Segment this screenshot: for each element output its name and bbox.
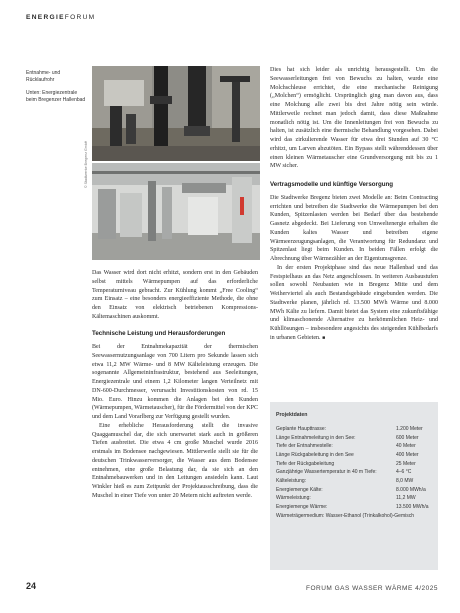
section-label-bold: ENERGIE (26, 14, 65, 21)
projektdaten-value: 400 Meter (396, 451, 419, 458)
projektdaten-label: Kälteleistung: (276, 477, 307, 484)
photo-caption-bottom: Unten: Energiezentrale beim Bregenzer Hallenbad (26, 90, 86, 103)
projektdaten-label: Energiemenge Kälte: (276, 486, 323, 493)
right-text-column (270, 66, 438, 344)
projektdaten-row (276, 452, 434, 461)
projektdaten-row (276, 435, 434, 444)
projektdaten-value: 11,2 MW (396, 495, 416, 502)
projektdaten-value: 25 Meter (396, 460, 416, 467)
projektdaten-label: Energiemenge Wärme: (276, 503, 328, 510)
projektdaten-value: 13.500 MWh/a (396, 503, 429, 510)
projektdaten-row (276, 426, 434, 435)
intro-paragraph: Das Wasser wird dort nicht erhitzt, sondern erst in den Gebäuden selbst mittels Wärmepumpen auf das erforderliche Temperaturniveau gebracht. Zur Kühlung kommt „Free Cooling“ zum Einsatz – eine besonders energieeffiziente Methode, die ohne den Einsatz von elektrisch betriebenen Kompressions-Kältemaschinen auskommt. (92, 270, 258, 320)
projektdaten-label: Länge Entnahmeleitung in den See: (276, 434, 356, 441)
paragraph-technische-leistung: Bei der Entnahmekapazität der thermischen Seewassernutzungsanlage von 700 Litern pro Sekunde lassen sich etwa 11,2 MW Wärme- und 8 MW Kälteleistung erzeugen. Die sogenannte Allgemeininfrastruktur, bestehend aus Seeleitungen, Energiezentrale und einem 1,2 Kilometer langen Verteilnetz mit DN-600-Durchmesser, verursacht Investitionskosten von rd. 15 Mio. Euro. Hinzu kommen die Anlagen bei den Kunden (Wärmepumpen, Wärmetauscher), für die Fördermittel von der KPC und dem Land Vorarlberg zur Verfügung gestellt wurden. (92, 344, 258, 420)
left-text-column (92, 269, 258, 501)
projektdaten-box (270, 402, 438, 570)
heading-technische-leistung: Technische Leistung und Herausforderungen (92, 330, 226, 338)
projektdaten-value: 8.000 MWh/a (396, 486, 426, 493)
projektdaten-value: 4–6 °C (396, 469, 412, 476)
section-label-light: FORUM (64, 14, 96, 21)
heading-vertragsmodelle: Vertragsmodelle und künftige Versorgung (270, 181, 394, 188)
projektdaten-row (276, 495, 434, 504)
publication-name: FORUM GAS WASSER WÄRME 4/2025 (305, 585, 438, 592)
projektdaten-row (276, 461, 434, 470)
paragraph-projektphase (270, 264, 438, 344)
projektdaten-row (276, 478, 434, 487)
photo-energy-centre-illustration (92, 163, 260, 260)
photo-caption-top: Entnahme- und Rücklaufrohr (26, 70, 61, 83)
projektdaten-label: Geplante Haupttrasse: (276, 426, 327, 432)
photo-intake-pipes-illustration (92, 66, 260, 161)
paragraph-projektphase-text: In der ersten Projektphase sind das neue Hallenbad und das Festspielhaus an das Netz angeschlossen. In weiteren Ausbaustufen sollen sowohl Neubauten wie in Bregenz Mitte und dem Weiherviertel als auch Bestandsgebäude eingebunden werden. Die Stadtwerke planen, jährlich rd. 13.500 MWh Wärme und 8.000 MWh Kälte zu liefern. Damit bietet das System eine zukunftsfähige und klimaschonende Alternative zu herkömmlichen Heiz- und Kühllösungen – insbesondere angesichts des steigenden Kühlbedarfs in urbanen Gebieten. (270, 264, 438, 341)
projektdaten-row (276, 487, 434, 496)
paragraph-vertragsmodelle: Die Stadtwerke Bregenz bieten zwei Modelle an: Beim Contracting errichten und betreiben die Stadtwerke die Wärmepumpen bei den Kunden, Spitzenlasten werden bei Bedarf über das bestehende Gasnetz abgedeckt. Bei Lieferung von Umweltenergie erhalten die Kunden kaltes Wasser und betreiben eigene Wärmeerzeugungsanlagen, die Verantwortung für Redundanz und Spitzenlast liegt beim Kunden. In beiden Fällen erfolgt die Abrechnung über Wärmezähler an der Eigentumsgrenze. (270, 194, 438, 262)
section-header (26, 14, 95, 21)
projektdaten-label: Ganzjährige Wassertemperatur in 40 m Tiefe: (276, 469, 377, 476)
projektdaten-row (276, 469, 434, 478)
projektdaten-row (276, 513, 434, 522)
projektdaten-value: 40 Meter (396, 443, 416, 450)
projektdaten-value: 1.200 Meter (396, 426, 423, 432)
photo-energy-centre (92, 163, 260, 260)
photo-intake-pipes (92, 66, 260, 161)
page-number: 24 (26, 581, 37, 591)
paragraph-quaggamuschel: Eine erhebliche Herausforderung stellt die invasive Quaggamuschel dar, die sich unerwartet stark auch in größeren Tiefen ausbreitet. Die etwa 4 cm große Muschel wurde 2016 erstmals im Bodensee nachgewiesen. Mittlerweile stellt sie für die deutschen Trinkwasserversorger, die Wasser aus dem Bodensee entnehmen, eine große Belastung dar, da sie sich an den Entnahmebauwerken und in den Leitungen ansiedeln kann. Laut Winkler hieß es zum Zeitpunkt der Projektausschreibung, dass die Muschel in einer Tiefe von unter 20 Metern nicht auftreten werde. (92, 422, 258, 499)
projektdaten-value: 600 Meter (396, 434, 419, 441)
projektdaten-label: Tiefe der Rückgabeleitung (276, 460, 335, 467)
projektdaten-label: Länge Rückgabeleitung in den See (276, 451, 354, 458)
photo-credit: © Stadtwerke Bregenz GmbH (84, 140, 88, 188)
projektdaten-row (276, 443, 434, 452)
projektdaten-title: Projektdaten (276, 412, 308, 418)
paragraph-molchschleuse: Dies hat sich leider als unrichtig herausgestellt. Um die Seewasserleitungen frei von Bewuchs zu halten, wurde eine Molchschleuse errichtet, die eine mechanische Reinigung („Molchen“) ermöglicht. Ursprünglich ging man davon aus, dass eine Molchung alle zwei bis drei Jahre nötig sein würde. Mittlerweile rechnet man jedoch damit, dass diese Maßnahme monatlich nötig ist. Um die Innenleitungen frei von Bewuchs zu halten, ist zusätzlich eine thermische Behandlung vorgesehen. Dabei wird das zirkulierende Wasser für etwa drei Stunden auf 30 °C erhitzt, um Larven abzutöten. Ein Bypass stellt währenddessen über einen kleinen Wärmetauscher eine Grundversorgung mit bis zu 1 MW sicher. (270, 67, 438, 170)
projektdaten-label: Wärmeleistung: (276, 495, 311, 502)
projektdaten-label: Tiefe der Entnahmestelle: (276, 443, 333, 450)
projektdaten-label: Wärmeträgermedium: Wasser-Ethanol (Trinkalkohol)-Gemisch (276, 512, 414, 519)
projektdaten-value: 8,0 MW (396, 477, 414, 484)
projektdaten-row (276, 504, 434, 513)
end-mark: ■ (322, 335, 326, 341)
